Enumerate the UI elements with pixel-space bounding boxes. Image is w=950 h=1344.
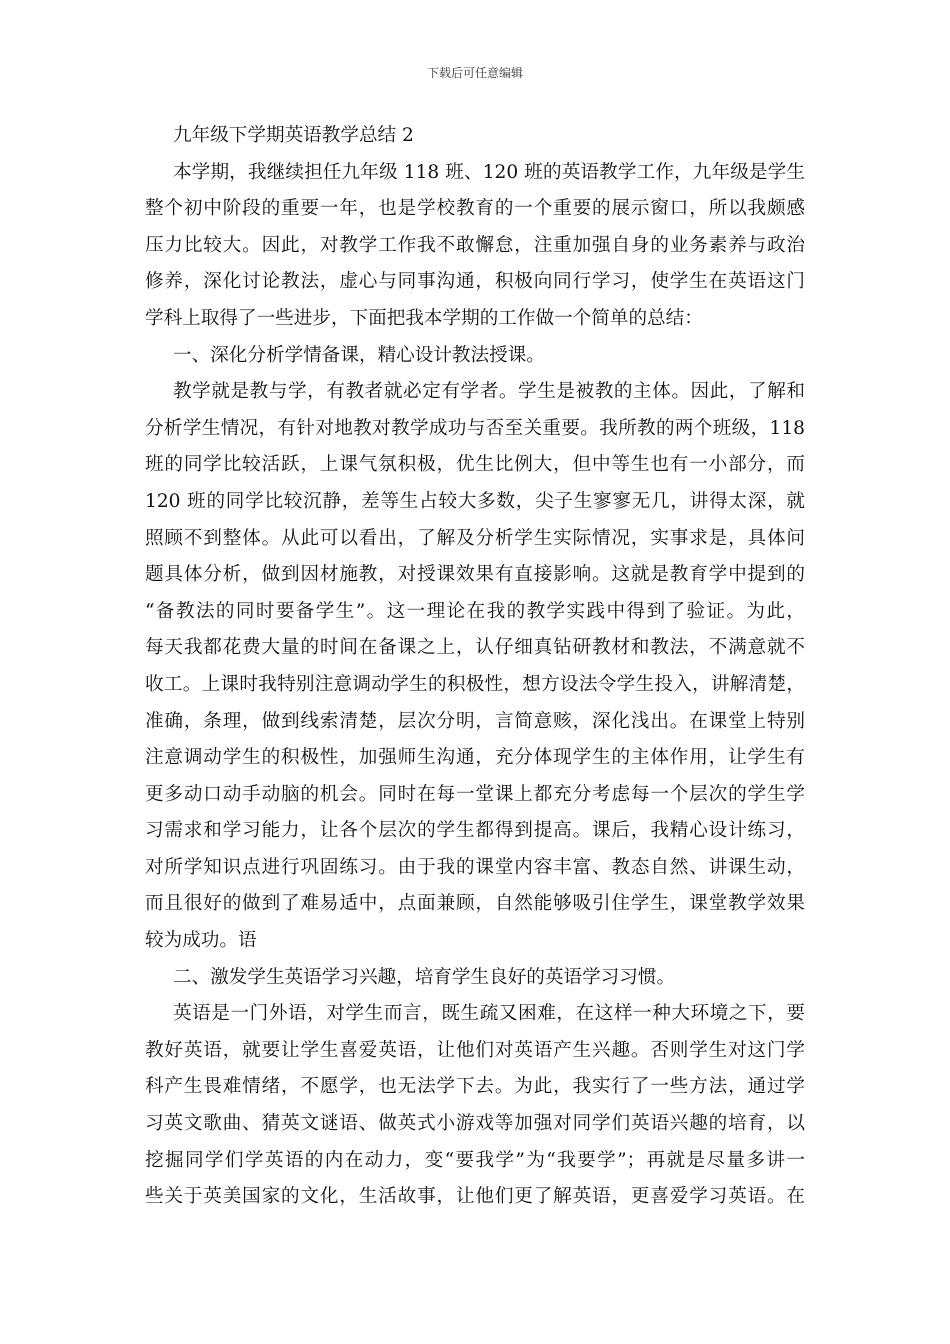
text-line: 一、深化分析学情备课，精心设计教法授课。 <box>173 344 545 366</box>
text-line: 些关于英美国家的文化，生活故事，让他们更了解英语，更喜爱学习英语。在 <box>145 1186 805 1208</box>
text-line: 本学期，我继续担任九年级 118 班、120 班的英语教学工作，九年级是学生 <box>173 161 805 183</box>
text-line: 题具体分析，做到因材施教，对授课效果有直接影响。这就是教育学中提到的 <box>145 564 805 586</box>
text-line: 修养，深化讨论教法，虚心与同事沟通，积极向同行学习，使学生在英语这门 <box>145 271 805 293</box>
text-line: 更多动口动手动脑的机会。同时在每一堂课上都充分考虑每一个层次的学生学 <box>145 783 805 805</box>
text-line: 收工。上课时我特别注意调动学生的积极性，想方设法令学生投入，讲解清楚， <box>145 673 805 695</box>
text-line: 整个初中阶段的重要一年，也是学校教育的一个重要的展示窗口，所以我颇感 <box>145 198 805 220</box>
document-body <box>145 118 805 1216</box>
text-line: 习需求和学习能力，让各个层次的学生都得到提高。课后，我精心设计练习， <box>145 820 805 842</box>
page-header-note: 下载后可任意编辑 <box>426 66 523 80</box>
text-line: 学科上取得了一些进步，下面把我本学期的工作做一个简单的总结： <box>145 307 703 329</box>
text-line: 每天我都花费大量的时间在备课之上，认仔细真钻研教材和教法，不满意就不 <box>145 637 805 659</box>
document-paragraphs <box>145 155 805 1216</box>
text-line: 注意调动学生的积极性，加强师生沟通，充分体现学生的主体作用，让学生有 <box>145 747 805 769</box>
text-line: 分析学生情况，有针对地教对教学成功与否至关重要。我所教的两个班级，118 <box>145 417 805 439</box>
text-line: 压力比较大。因此，对教学工作我不敢懈怠，注重加强自身的业务素养与政治 <box>145 234 805 256</box>
text-line: 英语是一门外语，对学生而言，既生疏又困难，在这样一种大环境之下，要 <box>173 1003 805 1025</box>
text-line: 挖掘同学们学英语的内在动力，变“要我学”为“我要学”；再就是尽量多讲一 <box>145 1149 805 1171</box>
text-line: “备教法的同时要备学生”。这一理论在我的教学实践中得到了验证。为此， <box>145 600 805 622</box>
text-line: 科产生畏难情绪，不愿学，也无法学下去。为此，我实行了一些方法，通过学 <box>145 1076 805 1098</box>
text-line: 准确，条理，做到线索清楚，层次分明，言简意赅，深化浅出。在课堂上特别 <box>145 710 805 732</box>
text-line: 班的同学比较活跃，上课气氛积极，优生比例大，但中等生也有一小部分，而 <box>145 454 805 476</box>
text-line: 而且很好的做到了难易适中，点面兼顾，自然能够吸引住学生，课堂教学效果 <box>145 893 805 915</box>
text-line: 教好英语，就要让学生喜爱英语，让他们对英语产生兴趣。否则学生对这门学 <box>145 1039 805 1061</box>
text-line: 较为成功。语 <box>145 930 257 952</box>
document-title: 九年级下学期英语教学总结 2 <box>173 125 414 146</box>
text-line: 120 班的同学比较沉静，差等生占较大多数，尖子生寥寥无几，讲得太深，就 <box>145 490 805 512</box>
text-line: 对所学知识点进行巩固练习。由于我的课堂内容丰富、教态自然、讲课生动， <box>145 856 805 878</box>
text-line: 二、激发学生英语学习兴趣，培育学生良好的英语学习习惯。 <box>173 966 676 988</box>
text-line: 教学就是教与学，有教者就必定有学者。学生是被教的主体。因此，了解和 <box>173 381 805 403</box>
text-line: 照顾不到整体。从此可以看出，了解及分析学生实际情况，实事求是，具体问 <box>145 527 805 549</box>
text-line: 习英文歌曲、猜英文谜语、做英式小游戏等加强对同学们英语兴趣的培育，以 <box>145 1113 805 1135</box>
